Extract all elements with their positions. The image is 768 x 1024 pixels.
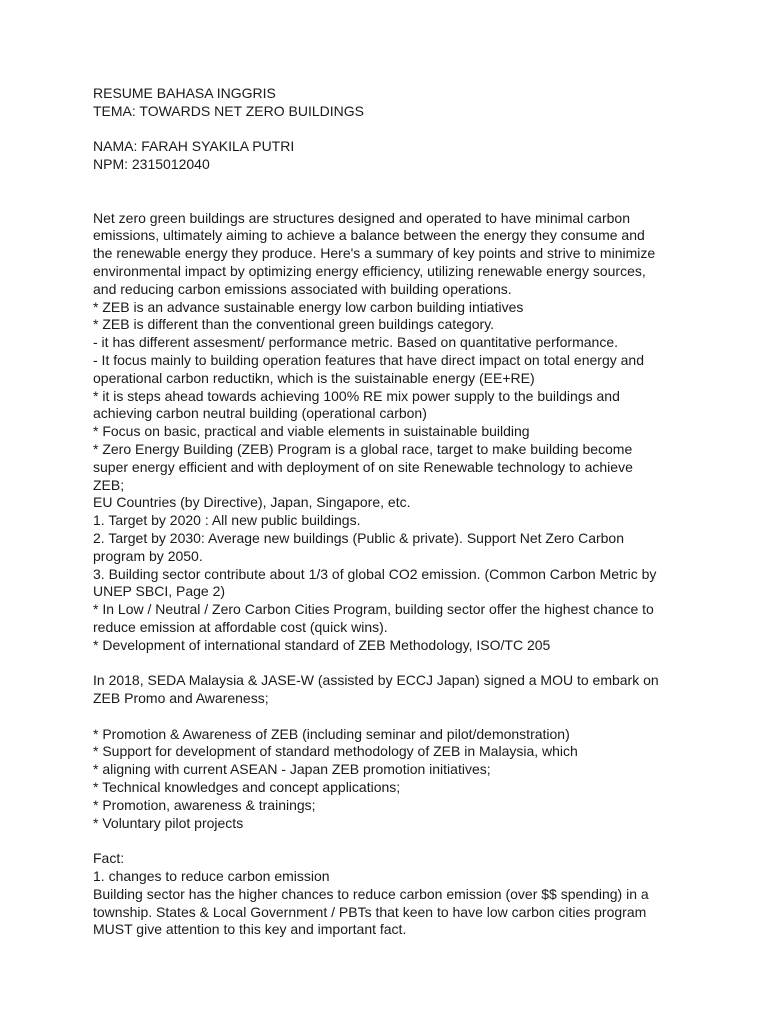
- text-line: 3. Building sector contribute about 1/3 of global CO2 emission. (Common Carbon Metric by: [93, 565, 657, 582]
- text-line: super energy efficient and with deployment of on site Renewable technology to achieve: [93, 458, 633, 475]
- document-header: [93, 85, 733, 174]
- text-line: * Zero Energy Building (ZEB) Program is a global race, target to make building become: [93, 440, 633, 457]
- text-line: * Development of international standard of ZEB Methodology, ISO/TC 205: [93, 636, 551, 653]
- text-line: MUST give attention to this key and important fact.: [93, 921, 407, 938]
- intro-section: [93, 210, 733, 655]
- spacer: [93, 708, 733, 726]
- document-theme: TEMA: TOWARDS NET ZERO BUILDINGS: [93, 102, 364, 119]
- text-line: * In Low / Neutral / Zero Carbon Cities Program, building sector offer the highest chance to: [93, 601, 654, 618]
- list-item: * aligning with current ASEAN - Japan ZEB promotion initiatives;: [93, 761, 491, 778]
- text-line: 1. Target by 2020 : All new public buildings.: [93, 512, 361, 529]
- list-item: * Promotion, awareness & trainings;: [93, 796, 316, 813]
- text-line: - It focus mainly to building operation features that have direct impact on total energy and: [93, 351, 644, 368]
- text-line: emissions, ultimately aiming to achieve a balance between the energy they consume and: [93, 227, 645, 244]
- text-line: - it has different assesment/ performance metric. Based on quantitative performance.: [93, 334, 618, 351]
- text-line: achieving carbon neutral building (operational carbon): [93, 405, 427, 422]
- spacer: [93, 832, 733, 850]
- text-line: 1. changes to reduce carbon emission: [93, 868, 330, 885]
- list-item: * Technical knowledges and concept applications;: [93, 779, 401, 796]
- text-line: and reducing carbon emissions associated with building operations.: [93, 280, 512, 297]
- text-line: * ZEB is an advance sustainable energy low carbon building intiatives: [93, 298, 524, 315]
- author-npm: NPM: 2315012040: [93, 156, 210, 173]
- text-line: reduce emission at affordable cost (quick wins).: [93, 618, 388, 635]
- document-title: RESUME BAHASA INGGRIS: [93, 85, 276, 101]
- text-line: program by 2050.: [93, 547, 203, 564]
- text-line: the renewable energy they produce. Here's a summary of key points and strive to minimize: [93, 245, 656, 262]
- spacer: [93, 121, 733, 139]
- text-line: * ZEB is different than the conventional green buildings category.: [93, 316, 495, 333]
- mou-paragraph: [93, 672, 733, 708]
- text-line: environmental impact by optimizing energy efficiency, utilizing renewable energy sources,: [93, 262, 646, 279]
- text-line: EU Countries (by Directive), Japan, Singapore, etc.: [93, 494, 411, 511]
- spacer: [93, 174, 733, 210]
- document-page: [93, 85, 733, 939]
- list-item: * Support for development of standard methodology of ZEB in Malaysia, which: [93, 743, 578, 760]
- author-name: NAMA: FARAH SYAKILA PUTRI: [93, 138, 295, 155]
- bullet-list: [93, 726, 733, 833]
- text-line: In 2018, SEDA Malaysia & JASE-W (assisted by ECCJ Japan) signed a MOU to embark on: [93, 672, 659, 689]
- spacer: [93, 655, 733, 673]
- text-line: * it is steps ahead towards achieving 100% RE mix power supply to the buildings and: [93, 387, 620, 404]
- text-line: 2. Target by 2030: Average new buildings (Public & private). Support Net Zero Carbon: [93, 529, 625, 546]
- text-line: * Focus on basic, practical and viable elements in suistainable building: [93, 423, 530, 440]
- fact-heading: Fact:: [93, 850, 125, 867]
- text-line: Building sector has the higher chances to reduce carbon emission (over $$ spending) in a: [93, 885, 649, 902]
- fact-section: [93, 850, 733, 939]
- text-line: UNEP SBCI, Page 2): [93, 583, 226, 600]
- list-item: * Voluntary pilot projects: [93, 814, 244, 831]
- text-line: operational carbon reductikn, which is the suistainable energy (EE+RE): [93, 369, 535, 386]
- text-line: ZEB;: [93, 476, 125, 493]
- text-line: Net zero green buildings are structures designed and operated to have minimal carbon: [93, 209, 630, 226]
- list-item: * Promotion & Awareness of ZEB (including seminar and pilot/demonstration): [93, 725, 570, 742]
- text-line: township. States & Local Government / PBTs that keen to have low carbon cities program: [93, 903, 647, 920]
- text-line: ZEB Promo and Awareness;: [93, 690, 269, 707]
